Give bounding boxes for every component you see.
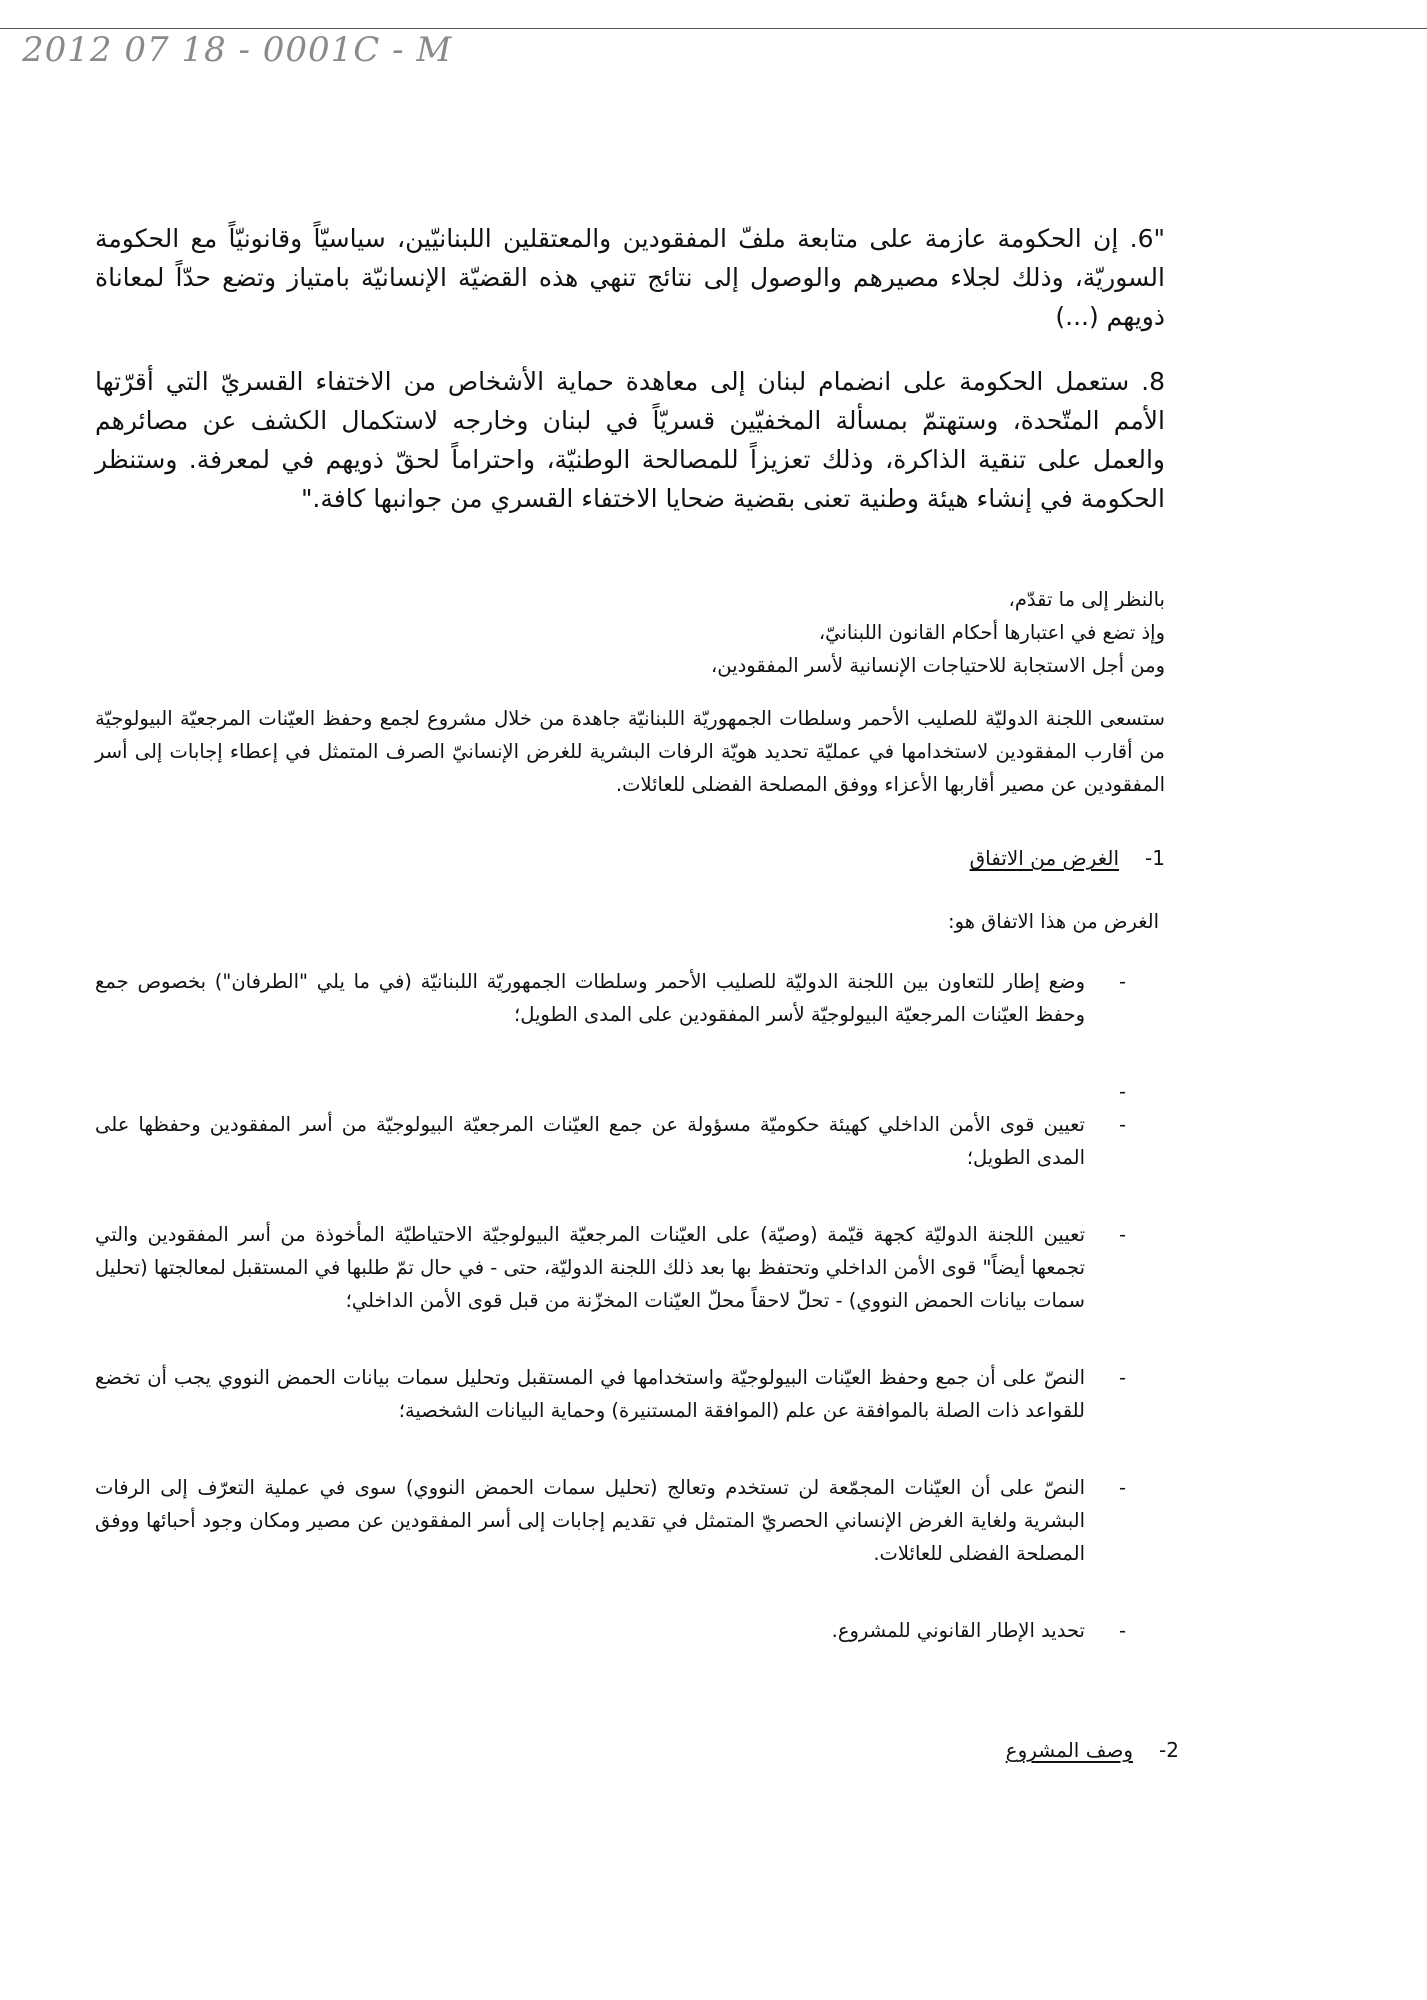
purpose-intro: الغرض من هذا الاتفاق هو: [948,910,1159,933]
purpose-list [95,965,1165,1647]
context-clause-3: ومن أجل الاستجابة للاحتياجات الإنسانية لأسر المفقودين، [711,654,1165,677]
section-2-title: وصف المشروع [1005,1738,1134,1762]
context-clause-2: وإذ تضع في اعتبارها أحكام القانون اللبنانيّ، [818,621,1165,644]
section-2-heading [1006,1735,1179,1765]
bullet-dash: - [1118,1476,1126,1499]
quote-paragraph-8: 8. ستعمل الحكومة على انضمام لبنان إلى معاهدة حماية الأشخاص من الاختفاء القسريّ التي أقرّتها الأمم المتّحدة، وستهتمّ بمسألة المخفيّين قسريّاً في لبنان وخارجه لاستكمال الكشف عن مصائرهم والعمل على تنقية الذاكرة، وذلك تعزيزاً للمصالحة الوطنيّة، واحتراماً لحقّ ذويهم في لمعرفة. وستنظر الحكومة في إنشاء هيئة وطنية تعنى بقضية ضحايا الاختفاء القسري من جوانبها كافة." [95,367,1165,513]
intro-paragraph: ستسعى اللجنة الدوليّة للصليب الأحمر وسلطات الجمهوريّة اللبنانيّة جاهدة من خلال مشروع لجمع وحفظ العيّنات المرجعيّة البيولوجيّة من أقارب المفقودين لاستخدامها في عمليّة تحديد هويّة الرفات البشرية للغرض الإنسانيّ الصرف المتمثل في إعطاء إجابات إلى أسر المفقودين عن مصير أقاربها الأعزاء ووفق المصلحة الفضلى للعائلات. [95,707,1165,796]
list-item [95,1361,1126,1427]
context-clause-1: بالنظر إلى ما تقدّم، [1008,588,1165,611]
bullet-dash: - [1118,1366,1126,1389]
bullet-dash: - [1118,1619,1126,1642]
list-item [95,1108,1126,1174]
list-item-text: النصّ على أن جمع وحفظ العيّنات البيولوجيّة واستخدامها في المستقبل وتحليل سمات بيانات الحمض النووي يجب أن تخضع للقواعد ذات الصلة بالموافقة عن علم (الموافقة المستنيرة) وحماية البيانات الشخصية؛ [95,1366,1085,1422]
section-1-title: الغرض من الاتفاق [969,846,1120,870]
quote-paragraph-6: "6. إن الحكومة عازمة على متابعة ملفّ المفقودين والمعتقلين اللبنانيّين، سياسيّاً وقانونيّاً مع الحكومة السوريّة، وذلك لجلاء مصيرهم والوصول إلى نتائج تنهي هذه القضيّة الإنسانيّة بامتياز وتضع حدّاً لمعاناة ذويهم (...) [95,224,1165,331]
list-item-text: تعيين قوى الأمن الداخلي كهيئة حكوميّة مسؤولة عن جمع العيّنات المرجعيّة البيولوجيّة من أسر المفقودين وحفظها على المدى الطويل؛ [95,1113,1085,1169]
section-1-heading [970,843,1165,873]
section-1-number: 1- [1145,846,1165,870]
bullet-dash: - [1118,970,1126,993]
context-clauses [95,583,1165,682]
list-item-text: وضع إطار للتعاون بين اللجنة الدوليّة للصليب الأحمر وسلطات الجمهوريّة اللبنانيّة (في ما يلي "الطرفان") بخصوص جمع وحفظ العيّنات المرجعيّة البيولوجيّة لأسر المفقودين على المدى الطويل؛ [95,970,1085,1026]
list-item [95,965,1126,1031]
bullet-dash: - [1118,1080,1126,1103]
bullet-dash: - [1118,1113,1126,1136]
list-item [95,1614,1126,1647]
list-item-text: تحديد الإطار القانوني للمشروع. [831,1619,1085,1642]
list-item [95,1218,1126,1317]
list-item [95,1471,1126,1570]
bullet-dash: - [1118,1223,1126,1246]
list-item-text: تعيين اللجنة الدوليّة كجهة قيّمة (وصيّة) على العيّنات المرجعيّة البيولوجيّة الاحتياطيّة المأخوذة من أسر المفقودين والتي تجمعها أيضاً" قوى الأمن الداخلي وتحتفظ بها بعد ذلك اللجنة الدوليّة، حتى - في حال تمّ طلبها في المستقبل لمعالجتها (تحليل سمات بيانات الحمض النووي) - تحلّ لاحقاً محلّ العيّنات المخزّنة من قبل قوى الأمن الداخلي؛ [95,1223,1085,1312]
section-2-number: 2- [1159,1738,1179,1762]
list-item-empty [95,1075,1126,1108]
list-item-text: النصّ على أن العيّنات المجمّعة لن تستخدم وتعالج (تحليل سمات الحمض النووي) سوى في عملية التعرّف إلى الرفات البشرية ولغاية الغرض الإنساني الحصريّ المتمثل في تقديم إجابات إلى أسر المفقودين عن مصير ومكان وجود أحبائها ووفق المصلحة الفضلى للعائلات. [95,1476,1085,1565]
handwritten-reference: 2012 07 18 - 0001C - M [22,30,453,70]
